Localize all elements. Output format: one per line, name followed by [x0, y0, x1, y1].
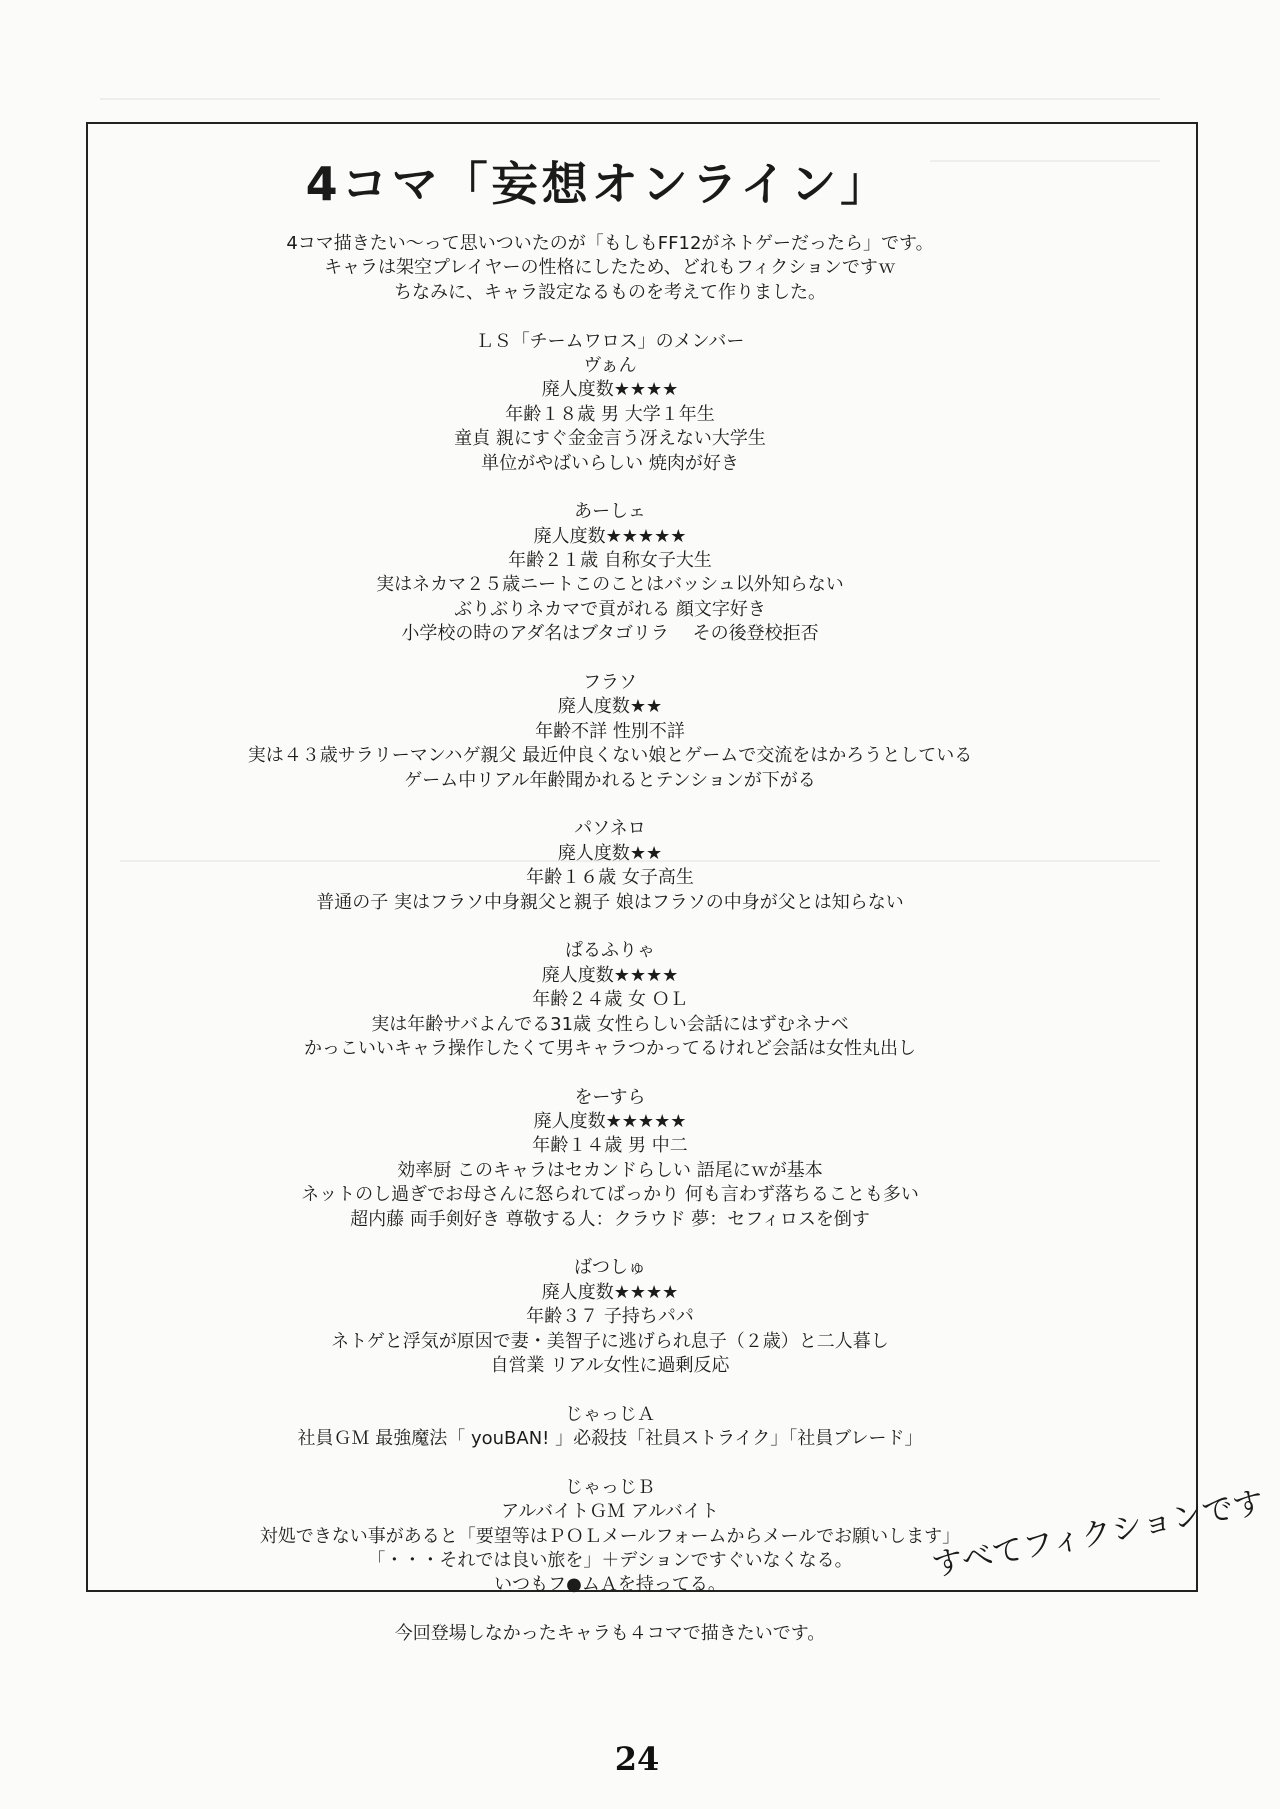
- character-name: フラソ: [583, 672, 637, 694]
- character-name: ばつしゅ: [574, 1257, 646, 1279]
- character-detail: 年齢３７ 子持ちパパ: [526, 1306, 694, 1328]
- character-name: パソネロ: [574, 818, 646, 840]
- character-detail: 年齢１８歳 男 大学１年生: [505, 403, 715, 425]
- character-detail: 小学校の時のアダ名はブタゴリラ その後登校拒否: [401, 623, 819, 645]
- character-detail: 廃人度数★★★★★: [533, 525, 687, 547]
- intro-line: 4コマ描きたい〜って思いついたのが「もしもFF12がネトゲーだったら」です。: [286, 233, 934, 254]
- character-detail: 廃人度数★★: [557, 696, 663, 718]
- character-detail: 効率厨 このキャラはセカンドらしい 語尾にｗが基本: [397, 1159, 823, 1181]
- character-detail: 社員ＧＭ 最強魔法「 youBAN! 」必殺技「社員ストライク」「社員ブレード」: [297, 1428, 923, 1450]
- character-detail: かっこいいキャラ操作したくて男キャラつかってるけれど会話は女性丸出し: [304, 1037, 916, 1059]
- character-detail: 年齢２１歳 自称女子大生: [508, 550, 712, 572]
- character-name: ぱるふりゃ: [565, 940, 655, 962]
- page-number: 24: [614, 1740, 660, 1778]
- page-title: 4コマ「妄想オンライン」: [305, 157, 891, 211]
- section-heading: ＬＳ「チームワロス」のメンバー: [475, 330, 745, 352]
- character-detail: 年齢不詳 性別不詳: [535, 720, 685, 742]
- character-name: ヴぁん: [583, 354, 637, 376]
- character-name: をーすら: [574, 1086, 646, 1108]
- character-detail: 廃人度数★★: [557, 842, 663, 864]
- character-detail: 対処できない事があると「要望等はＰＯＬメールフォームからメールでお願いします」: [259, 1525, 961, 1547]
- character-detail: 自営業 リアル女性に過剰反応: [490, 1354, 730, 1376]
- character-detail: 実は４３歳サラリーマンハゲ親父 最近仲良くない娘とゲームで交流をはかろうとしている: [247, 745, 973, 767]
- character-detail: 年齢２４歳 女 ＯＬ: [532, 989, 688, 1011]
- character-detail: ネトゲと浮気が原因で妻・美智子に逃げられ息子（２歳）と二人暮し: [331, 1330, 889, 1352]
- character-detail: ネットのし過ぎでお母さんに怒られてばっかり 何も言わず落ちることも多い: [301, 1184, 919, 1206]
- character-detail: 童貞 親にすぐ金金言う冴えない大学生: [454, 428, 766, 450]
- character-detail: 単位がやばいらしい 焼肉が好き: [481, 452, 739, 474]
- intro-line: キャラは架空プレイヤーの性格にしたため、どれもフィクションですｗ: [324, 257, 896, 279]
- character-detail: 「・・・それでは良い旅を」＋デションですぐいなくなる。: [367, 1550, 853, 1572]
- character-detail: 廃人度数★★★★★: [533, 1111, 687, 1133]
- character-detail: 超内藤 両手剣好き 尊敬する人：クラウド 夢：セフィロスを倒す: [350, 1208, 870, 1230]
- character-detail: 廃人度数★★★★: [541, 1281, 679, 1303]
- character-detail: ゲーム中リアル年齢聞かれるとテンションが下がる: [404, 769, 816, 791]
- character-detail: ぶりぶりネカマで貢がれる 顔文字好き: [454, 598, 766, 620]
- character-detail: 廃人度数★★★★: [541, 379, 679, 401]
- intro-line: ちなみに、キャラ設定なるものを考えて作りました。: [394, 281, 826, 303]
- closing-line: 今回登場しなかったキャラも４コマで描きたいです。: [394, 1623, 826, 1645]
- character-name: じゃっじＡ: [565, 1403, 655, 1425]
- character-detail: 実はネカマ２５歳ニートこのことはバッシュ以外知らない: [376, 574, 844, 596]
- character-detail: いつもフ●ムＡを持ってる。: [494, 1574, 726, 1596]
- character-detail: 年齢１６歳 女子高生: [526, 867, 694, 889]
- character-name: じゃっじＢ: [565, 1476, 655, 1498]
- character-detail: アルバイトＧＭ アルバイト: [501, 1501, 719, 1523]
- bleed-through-line: [100, 98, 1160, 100]
- character-detail: 廃人度数★★★★: [541, 964, 679, 986]
- character-name: あーしェ: [574, 501, 646, 523]
- character-detail: 年齢１４歳 男 中二: [532, 1135, 688, 1157]
- character-profile-text: [120, 232, 1100, 1647]
- handwritten-note: すべてフィクションです: [928, 1484, 1267, 1585]
- character-detail: 普通の子 実はフラソ中身親父と親子 娘はフラソの中身が父とは知らない: [316, 891, 904, 913]
- character-detail: 実は年齢サバよんでる31歳 女性らしい会話にはずむネナベ: [371, 1013, 849, 1035]
